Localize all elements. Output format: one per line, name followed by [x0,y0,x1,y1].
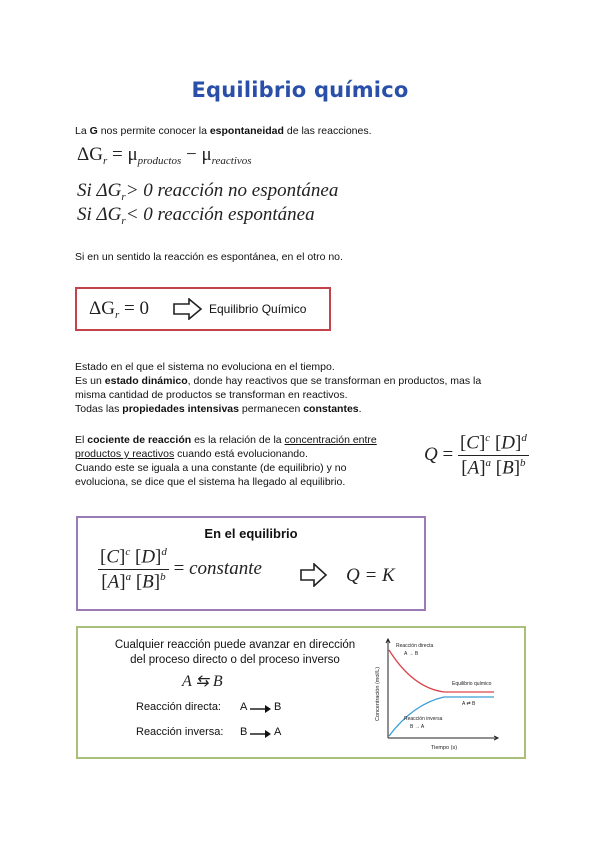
directa-b: B [274,701,282,713]
graph-xlabel: Tiempo (s) [430,745,458,751]
intro-mid: nos permite conocer la [97,125,210,137]
box2-exp-d: d [161,546,167,558]
eq-lhs-sub: r [102,155,108,167]
equilibrio-box [75,287,331,331]
cociente-l2-underline: productos y reactivos [75,448,175,460]
sentido-line: Si en un sentido la reacción es espontánea, en el otro no. [75,251,343,263]
estado-l4-bold2: constantes [303,403,359,415]
estado-l1: Estado en el que el sistema no evoluciona en el tiempo. [75,361,335,373]
box2-exp-b: b [160,571,166,584]
graph-directa-l1: Reacción directa [396,643,434,649]
page-title: Equilibrio químico [191,78,409,102]
q-exp-d: d [521,432,527,444]
eq-equals: = μ [107,144,138,165]
graph-inversa-l2: B → A [410,724,425,730]
box3-heading-l2: del proceso directo o del proceso inverso [130,654,340,666]
intro-post: de las reacciones. [283,125,372,137]
cond2-sub: r [121,215,126,227]
right-arrow-icon [300,563,328,587]
direccion-reaccion-box [76,626,526,759]
box2-q-equals-k: Q = K [346,565,395,586]
cociente-l3: Cuando este se iguala a una constante (de equilibrio) y no [75,462,347,474]
estado-l4-post: . [358,403,362,415]
estado-l4-mid: permanecen [239,403,304,415]
graph-inversa-l1: Reacción inversa [404,716,443,722]
box1-label: Equilibrio Químico [209,302,307,316]
arrow-right-icon [250,729,272,739]
cociente-paragraph [75,433,405,489]
q-lhs: Q [424,444,438,466]
box1-rhs: = 0 [119,298,149,319]
box3-heading [90,638,380,668]
directa-a: A [240,701,248,713]
cociente-l2 [75,447,405,461]
q-exp-a: a [485,457,492,470]
arrow-right-icon [250,704,272,714]
intro-espontaneidad: espontaneidad [209,125,284,137]
intro-paragraph [75,124,372,138]
graph-ylabel: Concentración (mol/L) [375,666,381,722]
estado-l2-bold: estado dinámico [104,375,188,387]
estado-l2-pre: Es un [75,375,105,387]
box3-equilibrium-eq: A ⇆ B [182,673,223,690]
q-exp-c: c [485,432,491,444]
cond1-pre: Si ΔG [77,180,122,201]
estado-l2-post: , donde hay reactivos que se transforman en productos, mas la [187,375,482,387]
box1-sub: r [114,309,120,321]
box1-equation [89,298,149,321]
cond2-pre: Si ΔG [77,204,122,225]
q-formula: Q = $\frac{[C]^c [D]^d}{[A]^a [B]^b}$ [424,432,527,479]
q-fraction: $\frac{[C]^c [D]^d}{[A]^a [B]^b}$ [459,432,527,479]
concentration-time-graph [370,634,522,756]
eq-minus: − μ [181,144,212,165]
graph-equil-l1: Equilibrio químico [452,681,492,687]
delta-g-equation [77,144,252,167]
cociente-l2-post: cuando está evolucionando. [174,448,308,460]
en-el-equilibrio-box [76,516,426,611]
inversa-label: Reacción inversa: [136,726,224,738]
estado-l4-bold: propiedades intensivas [122,403,239,415]
cond2-text: < 0 reacción espontánea [125,204,315,225]
box2-heading: En el equilibrio [204,526,298,541]
condition-espontanea [77,204,315,227]
directa-label: Reacción directa: [136,701,221,713]
cociente-l1-pre: El [75,434,88,446]
intro-g: G [89,125,98,137]
box2-exp-c: c [125,546,131,558]
eq-sub-reactivos: reactivos [211,155,252,167]
box2-constante: constante [189,558,262,580]
box3-heading-l1: Cualquier reacción puede avanzar en dirección [114,639,356,651]
intro-pre: La [75,125,90,137]
cociente-l4: evoluciona, se dice que el sistema ha llegado al equilibrio. [75,476,346,488]
eq-sub-productos: productos [137,155,182,167]
right-arrow-icon [173,298,203,320]
condition-no-espontanea [77,180,338,203]
estado-l4-pre: Todas las [75,403,123,415]
estado-l2 [75,374,525,388]
box2-fraction: $\frac{[C]^c [D]^d}{[A]^a [B]^b}$ [100,546,167,593]
estado-l4 [75,402,525,416]
q-exp-b: b [520,457,526,470]
cociente-l1 [75,433,405,447]
inversa-b: B [240,726,248,738]
graph-directa-l2: A → B [404,651,419,657]
cociente-l1-underline: concentración entre [284,434,377,446]
inversa-a: A [274,726,282,738]
graph-equil-l2: A ⇄ B [462,701,476,707]
box1-lhs: ΔG [89,298,115,319]
box2-equation: $\frac{[C]^c [D]^d}{[A]^a [B]^b}$ = constante [100,546,262,593]
box2-exp-a: a [125,571,132,584]
cociente-l1-mid: es la relación de la [191,434,285,446]
cond1-text: > 0 reacción no espontánea [125,180,339,201]
eq-lhs: ΔG [77,144,103,165]
estado-l3: misma cantidad de productos se transforman en reactivos. [75,389,348,401]
estado-paragraph [75,360,525,416]
cond1-sub: r [121,191,126,203]
cociente-l1-bold: cociente de reacción [87,434,192,446]
